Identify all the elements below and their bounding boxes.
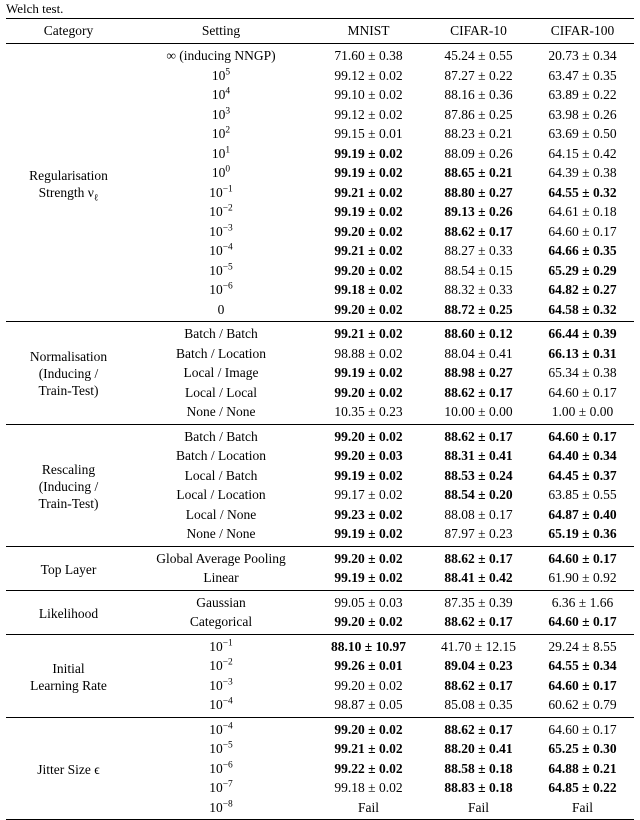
value-cell: 64.60 ± 0.17 <box>548 384 617 400</box>
column-header-cifar100: CIFAR-100 <box>550 23 615 38</box>
category-cell <box>6 44 131 322</box>
setting-cell: Linear <box>203 570 239 585</box>
value-cell: 88.16 ± 0.36 <box>444 87 513 102</box>
value-cell: 63.89 ± 0.22 <box>548 87 617 102</box>
value-cell: Fail <box>467 799 489 815</box>
value-cell: 61.90 ± 0.92 <box>548 570 617 585</box>
value-cell: 64.60 ± 0.17 <box>548 223 617 239</box>
table-row <box>6 322 634 344</box>
value-cell: 10.35 ± 0.23 <box>334 404 403 419</box>
value-cell: 65.25 ± 0.30 <box>548 741 617 756</box>
setting-cell: $10^{-4}$ <box>209 242 233 258</box>
value-cell: 64.45 ± 0.37 <box>548 467 617 483</box>
header-row <box>6 19 634 44</box>
value-cell: 64.85 ± 0.22 <box>548 780 617 795</box>
value-cell: 64.39 ± 0.38 <box>548 165 617 180</box>
setting-cell: $10^{-5}$ <box>209 740 233 756</box>
results-table <box>6 18 634 820</box>
value-cell: 88.62 ± 0.17 <box>444 223 513 239</box>
value-cell: 99.20 ± 0.03 <box>334 448 403 463</box>
value-cell: 88.62 ± 0.17 <box>444 384 513 400</box>
category-line: Top Layer <box>40 561 97 577</box>
value-cell: 99.20 ± 0.02 <box>334 384 403 400</box>
setting-cell: $10^{-4}$ <box>209 721 233 737</box>
value-cell: 99.10 ± 0.02 <box>334 87 403 102</box>
column-header-mnist: MNIST <box>347 23 390 38</box>
table-header <box>6 19 634 44</box>
value-cell: 99.12 ± 0.02 <box>334 67 403 83</box>
setting-cell: Local / Batch <box>184 467 258 483</box>
value-cell: 99.20 ± 0.02 <box>334 614 403 629</box>
value-cell: 88.83 ± 0.18 <box>444 780 513 795</box>
value-cell: 45.24 ± 0.55 <box>444 48 513 63</box>
value-cell: 88.62 ± 0.17 <box>444 550 513 566</box>
value-cell: 99.18 ± 0.02 <box>334 780 403 795</box>
setting-cell: Batch / Batch <box>184 428 258 444</box>
category-cell <box>6 424 131 546</box>
setting-cell: Gaussian <box>196 594 246 610</box>
value-cell: 65.29 ± 0.29 <box>548 262 617 278</box>
category-cell <box>6 590 131 634</box>
value-cell: 88.09 ± 0.26 <box>444 145 513 161</box>
value-cell: 65.34 ± 0.38 <box>548 365 617 380</box>
column-header-category: Category <box>43 23 94 38</box>
setting-cell: $10^{-8}$ <box>209 799 233 815</box>
value-cell: 6.36 ± 1.66 <box>551 594 614 610</box>
value-cell: 99.18 ± 0.02 <box>334 282 403 297</box>
value-cell: 99.12 ± 0.02 <box>334 106 403 122</box>
table-section <box>6 634 634 717</box>
setting-cell: $10^3$ <box>211 106 231 122</box>
table-section <box>6 322 634 425</box>
value-cell: 88.62 ± 0.17 <box>444 721 513 737</box>
value-cell: 64.66 ± 0.35 <box>548 243 617 258</box>
setting-cell: $10^{-6}$ <box>209 760 233 776</box>
category-line: Rescaling <box>41 461 96 477</box>
value-cell: 64.87 ± 0.40 <box>548 506 617 522</box>
category-line: Likelihood <box>38 605 99 621</box>
value-cell: 88.10 ± 10.97 <box>331 638 406 654</box>
value-cell: 99.19 ± 0.02 <box>334 365 403 380</box>
value-cell: 99.19 ± 0.02 <box>334 570 403 585</box>
value-cell: 88.98 ± 0.27 <box>444 365 513 380</box>
value-cell: 88.53 ± 0.24 <box>444 467 513 483</box>
category-line: Initial <box>52 660 85 676</box>
value-cell: 99.20 ± 0.02 <box>334 428 403 444</box>
setting-cell: $10^1$ <box>211 145 231 161</box>
setting-cell: None / None <box>186 526 256 541</box>
category-cell <box>6 634 131 717</box>
value-cell: 88.08 ± 0.17 <box>444 506 513 522</box>
category-cell <box>6 322 131 425</box>
value-cell: 63.85 ± 0.55 <box>548 487 617 502</box>
category-line: Train-Test) <box>38 495 99 511</box>
value-cell: Fail <box>571 799 593 815</box>
value-cell: 63.98 ± 0.26 <box>548 106 617 122</box>
value-cell: 1.00 ± 0.00 <box>551 404 614 419</box>
category-line: Learning Rate <box>30 677 107 693</box>
column-header-cifar10: CIFAR-10 <box>450 23 507 38</box>
value-cell: 99.19 ± 0.02 <box>334 204 403 219</box>
value-cell: 88.65 ± 0.21 <box>444 165 513 180</box>
setting-cell: Batch / Location <box>176 448 266 463</box>
category-cell <box>6 717 131 820</box>
value-cell: 89.04 ± 0.23 <box>444 658 513 673</box>
value-cell: 99.05 ± 0.03 <box>334 594 403 610</box>
value-cell: 99.20 ± 0.02 <box>334 301 403 317</box>
setting-cell: None / None <box>186 404 256 419</box>
value-cell: 64.55 ± 0.32 <box>548 184 617 200</box>
setting-cell: Batch / Batch <box>184 326 258 341</box>
setting-cell: Local / Local <box>185 384 257 400</box>
value-cell: 99.26 ± 0.01 <box>334 658 403 673</box>
setting-cell: $10^{-3}$ <box>209 223 233 239</box>
value-cell: 99.15 ± 0.01 <box>334 126 403 141</box>
setting-cell: Batch / Location <box>176 345 266 361</box>
value-cell: 88.41 ± 0.42 <box>444 570 513 585</box>
category-line: (Inducing / <box>38 478 99 494</box>
value-cell: 99.21 ± 0.02 <box>334 326 403 341</box>
value-cell: 88.62 ± 0.17 <box>444 428 513 444</box>
value-cell: 64.15 ± 0.42 <box>548 145 617 161</box>
value-cell: 98.87 ± 0.05 <box>334 697 403 712</box>
value-cell: 88.62 ± 0.17 <box>444 677 513 693</box>
value-cell: 99.19 ± 0.02 <box>334 165 403 180</box>
category-line: Normalisation <box>29 349 108 365</box>
setting-cell: $10^{-2}$ <box>209 203 233 219</box>
column-header-setting: Setting <box>201 23 241 38</box>
setting-cell: Local / Image <box>183 365 259 380</box>
value-cell: 88.27 ± 0.33 <box>444 243 513 258</box>
value-cell: 89.13 ± 0.26 <box>444 204 513 219</box>
setting-cell: $10^{-1}$ <box>209 184 233 200</box>
setting-cell: Local / None <box>185 506 257 522</box>
value-cell: 88.80 ± 0.27 <box>444 184 513 200</box>
value-cell: 88.62 ± 0.17 <box>444 614 513 629</box>
value-cell: 99.20 ± 0.02 <box>334 223 403 239</box>
value-cell: 64.61 ± 0.18 <box>548 204 617 219</box>
category-line: Regularisation <box>29 167 108 183</box>
value-cell: 99.19 ± 0.02 <box>334 526 403 541</box>
table-row <box>6 717 634 739</box>
value-cell: 64.60 ± 0.17 <box>548 428 617 444</box>
table-caption: Welch test. <box>6 1 64 16</box>
value-cell: 88.54 ± 0.15 <box>444 262 513 278</box>
table-section <box>6 590 634 634</box>
value-cell: 88.60 ± 0.12 <box>444 326 513 341</box>
value-cell: 98.88 ± 0.02 <box>334 345 403 361</box>
setting-cell: $10^0$ <box>211 164 231 180</box>
value-cell: 99.21 ± 0.02 <box>334 741 403 756</box>
value-cell: 64.60 ± 0.17 <box>548 550 617 566</box>
value-cell: 20.73 ± 0.34 <box>548 48 617 63</box>
value-cell: 99.20 ± 0.02 <box>334 721 403 737</box>
value-cell: 88.72 ± 0.25 <box>444 301 513 317</box>
value-cell: 64.58 ± 0.32 <box>548 301 617 317</box>
setting-cell: 0 <box>217 301 225 317</box>
value-cell: 88.20 ± 0.41 <box>444 741 513 756</box>
value-cell: 88.58 ± 0.18 <box>444 760 513 776</box>
value-cell: 88.32 ± 0.33 <box>444 282 513 297</box>
value-cell: 63.69 ± 0.50 <box>548 126 617 141</box>
value-cell: 10.00 ± 0.00 <box>444 404 513 419</box>
table-section <box>6 717 634 820</box>
value-cell: 64.55 ± 0.34 <box>548 658 617 673</box>
value-cell: 87.97 ± 0.23 <box>444 526 513 541</box>
setting-cell: $10^{-7}$ <box>209 779 233 795</box>
value-cell: 64.60 ± 0.17 <box>548 614 617 629</box>
setting-cell: $10^{-2}$ <box>209 657 233 673</box>
setting-cell: $10^{-1}$ <box>209 638 233 654</box>
table-row <box>6 590 634 612</box>
value-cell: 66.44 ± 0.39 <box>548 326 617 341</box>
value-cell: 99.20 ± 0.02 <box>334 262 403 278</box>
value-cell: 64.82 ± 0.27 <box>548 282 617 297</box>
value-cell: 65.19 ± 0.36 <box>548 526 617 541</box>
value-cell: 71.60 ± 0.38 <box>334 48 403 63</box>
value-cell: 99.20 ± 0.02 <box>334 550 403 566</box>
value-cell: 88.31 ± 0.41 <box>444 448 513 463</box>
category-line: Strength $\nu_\ell$ <box>38 184 99 204</box>
table-section <box>6 44 634 322</box>
value-cell: 87.86 ± 0.25 <box>444 106 513 122</box>
setting-cell: Categorical <box>189 614 253 629</box>
category-cell <box>6 546 131 590</box>
value-cell: 87.35 ± 0.39 <box>444 594 513 610</box>
table-row <box>6 44 634 66</box>
value-cell: 64.40 ± 0.34 <box>548 448 617 463</box>
value-cell: 85.08 ± 0.35 <box>444 697 513 712</box>
setting-cell: $10^5$ <box>211 67 231 83</box>
value-cell: 64.60 ± 0.17 <box>548 721 617 737</box>
value-cell: 99.21 ± 0.02 <box>334 243 403 258</box>
table-row <box>6 546 634 568</box>
setting-cell: $10^{-3}$ <box>209 677 233 693</box>
category-line: Train-Test) <box>38 383 99 399</box>
setting-cell: Global Average Pooling <box>156 550 286 566</box>
setting-cell: ∞ (inducing NNGP) <box>166 48 276 63</box>
setting-cell: $10^{-5}$ <box>209 262 233 278</box>
value-cell: 99.21 ± 0.02 <box>334 184 403 200</box>
value-cell: 88.23 ± 0.21 <box>444 126 513 141</box>
category-line: Jitter Size ϵ <box>37 761 100 777</box>
value-cell: Fail <box>357 799 379 815</box>
setting-cell: $10^4$ <box>211 86 231 102</box>
table-row <box>6 634 634 656</box>
value-cell: 64.60 ± 0.17 <box>548 677 617 693</box>
value-cell: 88.04 ± 0.41 <box>444 345 513 361</box>
value-cell: 64.88 ± 0.21 <box>548 760 617 776</box>
setting-cell: $10^2$ <box>211 125 231 141</box>
value-cell: 88.54 ± 0.20 <box>444 487 513 502</box>
table-section <box>6 546 634 590</box>
value-cell: 99.22 ± 0.02 <box>334 760 403 776</box>
setting-cell: $10^{-6}$ <box>209 281 233 297</box>
setting-cell: $10^{-4}$ <box>209 696 233 712</box>
value-cell: 87.27 ± 0.22 <box>444 67 513 83</box>
category-line: (Inducing / <box>38 366 99 382</box>
value-cell: 29.24 ± 8.55 <box>548 638 617 654</box>
value-cell: 99.20 ± 0.02 <box>334 677 403 693</box>
table-row <box>6 424 634 446</box>
value-cell: 99.19 ± 0.02 <box>334 145 403 161</box>
value-cell: 60.62 ± 0.79 <box>548 697 617 712</box>
setting-cell: Local / Location <box>176 487 266 502</box>
value-cell: 66.13 ± 0.31 <box>548 345 617 361</box>
table-section <box>6 424 634 546</box>
value-cell: 99.19 ± 0.02 <box>334 467 403 483</box>
value-cell: 99.17 ± 0.02 <box>334 487 403 502</box>
value-cell: 41.70 ± 12.15 <box>441 638 516 654</box>
value-cell: 99.23 ± 0.02 <box>334 506 403 522</box>
value-cell: 63.47 ± 0.35 <box>548 67 617 83</box>
